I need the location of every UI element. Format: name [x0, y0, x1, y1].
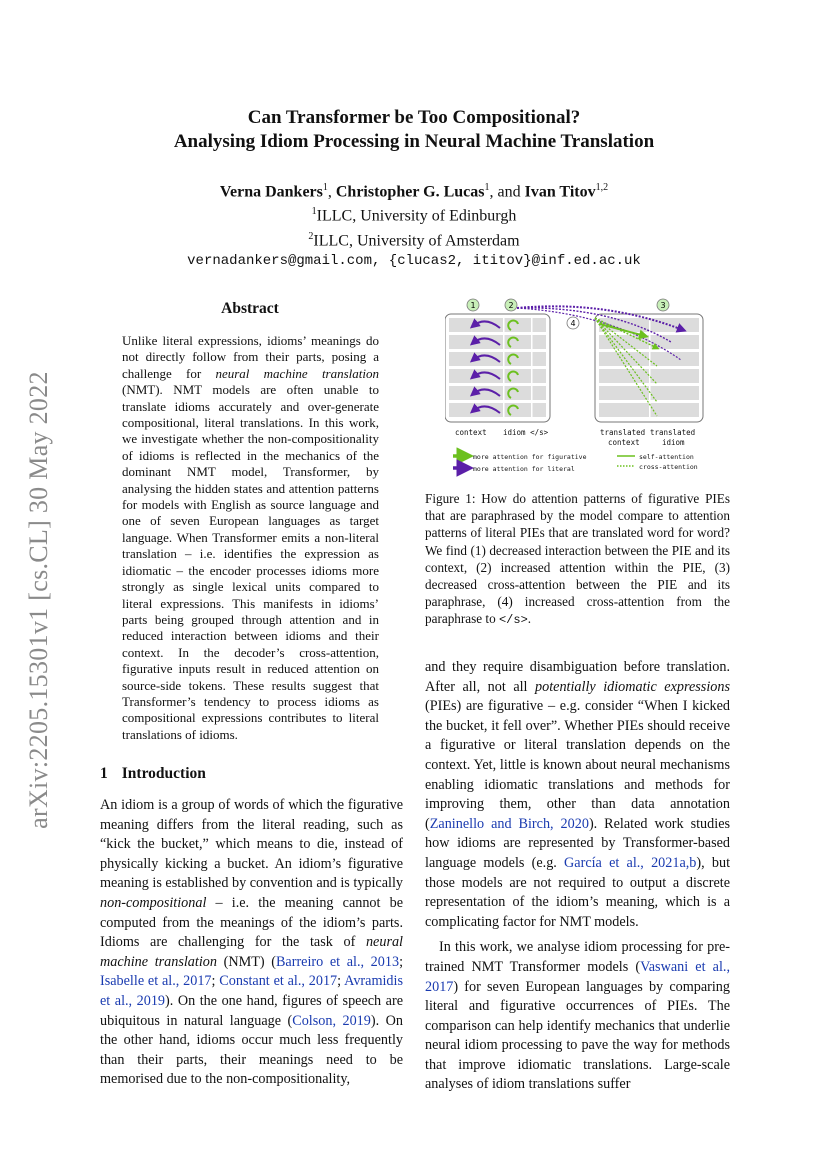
- label-translated-context-2: context: [608, 438, 640, 447]
- marker-3: 3: [660, 301, 666, 310]
- author-3: Ivan Titov: [524, 183, 596, 201]
- legend-self-attention: self-attention: [639, 453, 694, 461]
- citation-constant[interactable]: Constant et al., 2017: [219, 973, 338, 990]
- author-3-sup: 1,2: [595, 182, 609, 193]
- author-2-sup: 1: [484, 182, 490, 193]
- title-line-2: Analysing Idiom Processing in Neural Machine Translation: [173, 131, 655, 152]
- arxiv-stamp: [14, 350, 64, 850]
- affiliation-1: $^1$ILLC, University of Edinburgh: [311, 206, 517, 225]
- author-names: Verna Dankers$^1$, Christopher G. Lucas$^1$, and Ivan Titov$^{1,2}$: [219, 182, 609, 201]
- citation-garcia[interactable]: García et al., 2021a,b: [564, 854, 697, 871]
- citation-isabelle[interactable]: Isabelle et al., 2017: [100, 973, 212, 990]
- affiliation-2: $^2$ILLC, University of Amsterdam: [308, 230, 520, 249]
- attention-diagram: [445, 296, 735, 478]
- legend-cross-attention: cross-attention: [639, 463, 698, 471]
- abstract-body: Unlike literal expressions, idioms’ meanings do not directly follow from their parts, posing a challenge for neural machine translation (NMT). NMT models are often unable to translate idioms accurately and over-generate compositional, literal translations. In this work, we investigate whether the non-compositionality of idioms is reflected in the mechanics of the dominant NMT model, Transformer, by analysing the hidden states and attention patterns for models with English as source language and one of seven European languages as target language. When Transformer emits a non-literal translation – i.e. identifies the expression as idiomatic – the encoder processes idioms more strongly as single lexical units compared to literal expressions. This manifests in idioms’ parts being grouped through attention and in reduced interaction between idioms and their context. In the decoder’s cross-attention, figurative inputs result in reduced attention on source-side tokens. These results suggest that Transformer’s tendency to process idioms as compositional expressions contributes to literal translations of idioms.: [122, 333, 380, 742]
- label-translated-idiom-2: idiom: [662, 438, 685, 447]
- figure-legend: [453, 453, 698, 473]
- author-2: Christopher G. Lucas: [335, 183, 485, 201]
- intro-paragraph-1: and they require disambiguation before translation. After all, not all potentially idiomatic expressions (PIEs) are figurative – e.g. consider “When I kicked the bucket, it fell over”. Whether PIEs should receive a figurative or literal translation depends on the context. Yet, little is known about neural mechanisms enabling idiomatic translations and methods for improving them, other than data annotation (Zaninello and Birch, 2020). Related work studies how idioms are represented by Transformer-based language models (e.g. García et al., 2021a,b), but those models are not required to output a discrete representation of the idiom’s meaning, which is a complicating factor for NMT models.: [425, 659, 731, 930]
- intro-left-column: An idiom is a group of words of which the figurative meaning differs from the literal reading, such as “kick the bucket,” which means to die, instead of physically kicking a bucket. An idiom’s figurative meaning is established by convention and is typically non-compositional – i.e. the meaning cannot be computed from the meanings of the idiom’s parts. Idioms are challenging for the task of neural machine translation (NMT) (Barreiro et al., 2013; Isabelle et al., 2017; Constant et al., 2017; Avramidis et al., 2019). On the one hand, figures of speech are ubiquitous in natural language (Colson, 2019). On the other hand, idioms occur much less frequently than their parts, their meanings need to be memorised due to the non-compositionality,: [100, 797, 404, 1088]
- intro-paragraph-2: In this work, we analyse idiom processing for pre-trained NMT Transformer models (Vaswani et al., 2017) for seven European languages by comparing literal and figurative occurrences of PIEs. The comparison can help identify mechanics that underlie neural idiom processing to pave the way for methods that improve idiomatic translations. Large-scale analyses of idiom translations suffer: [425, 939, 730, 1093]
- label-context: context: [455, 428, 487, 437]
- citation-colson[interactable]: Colson, 2019: [292, 1012, 371, 1029]
- author-emails: vernadankers@gmail.com, {clucas2, ititov}@inf.ed.ac.uk: [187, 252, 641, 269]
- label-idiom: idiom </s>: [503, 428, 549, 437]
- paper-title: [100, 106, 728, 154]
- figure-1: [445, 296, 735, 478]
- author-block: [100, 178, 728, 271]
- legend-figurative: more attention for figurative: [473, 453, 587, 461]
- author-and: , and: [489, 183, 525, 201]
- title-line-1: Can Transformer be Too Compositional?: [247, 107, 581, 128]
- author-1: Verna Dankers: [219, 183, 323, 201]
- citation-barreiro[interactable]: Barreiro et al., 2013: [275, 953, 400, 970]
- intro-right-column: [425, 658, 730, 1095]
- marker-1: 1: [470, 301, 476, 310]
- marker-2: 2: [508, 301, 514, 310]
- legend-literal: more attention for literal: [473, 465, 575, 473]
- author-1-sup: 1: [322, 182, 328, 193]
- arxiv-stamp-text: arXiv:2205.15301v1 [cs.CL] 30 May 2022: [24, 371, 53, 829]
- section-heading-introduction: 1 Introduction: [100, 765, 206, 782]
- label-translated-idiom: translated: [650, 428, 696, 437]
- caption-code: </s>: [498, 613, 528, 628]
- citation-vaswani[interactable]: Vaswani et al., 2017: [425, 958, 730, 995]
- label-translated-context: translated: [600, 428, 646, 437]
- figure-caption: Figure 1: How do attention patterns of figurative PIEs that are paraphrased by the model compare to attention patterns of literal PIEs that are translated word for word? We find (1) decreased interaction between the PIE and its context, (2) increased attention within the PIE, (3) decreased cross-attention between the PIE and its paraphrase, (4) increased cross-attention from the paraphrase to </s>.: [425, 491, 730, 628]
- citation-zaninello[interactable]: Zaninello and Birch, 2020: [429, 815, 589, 832]
- abstract-heading: Abstract: [221, 300, 279, 317]
- citation-avramidis[interactable]: Avramidis et al., 2019: [100, 973, 403, 1009]
- marker-4: 4: [570, 319, 576, 328]
